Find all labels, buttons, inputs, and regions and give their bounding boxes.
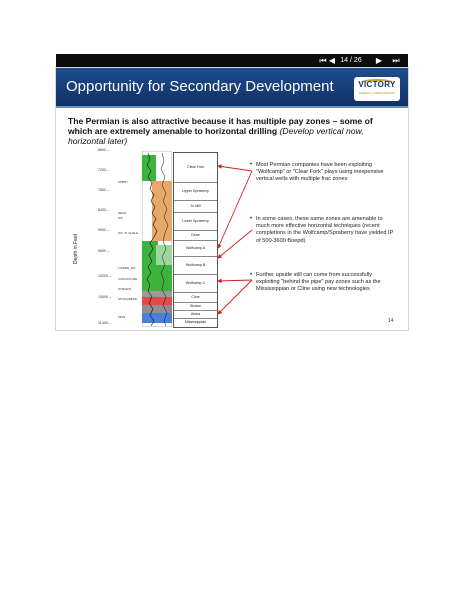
zone-label: Dean — [191, 233, 200, 237]
bullet-item — [250, 162, 396, 184]
zone-label: Upper Spraberry — [182, 189, 209, 193]
first-slide-button[interactable]: ⏮ — [319, 56, 327, 65]
slide-title: Opportunity for Secondary Development — [66, 78, 334, 95]
arrow-to-wolfcamp-b — [218, 230, 252, 258]
formation-label: DEAN — [118, 211, 127, 215]
depth-tick: 11400 – — [98, 321, 111, 325]
formation-label: WC — [118, 216, 123, 220]
arrow-to-clear-fork — [218, 166, 252, 171]
zone-label: Wolfcamp C — [185, 281, 206, 285]
bullet-dot-icon: • — [250, 162, 253, 168]
bullet-dot-icon: • — [250, 216, 253, 222]
zone-label: Wolfcamp A — [185, 246, 206, 250]
arrow-to-cline — [218, 280, 252, 281]
slide-counter: 14 / 26 — [340, 57, 362, 64]
depth-tick: 7800 – — [98, 188, 109, 192]
next-slide-button[interactable]: ▶ — [375, 56, 383, 65]
bullet-item — [250, 216, 396, 245]
last-slide-button[interactable]: ⏭ — [392, 56, 400, 65]
slide-number: 14 — [388, 318, 394, 324]
bullet-text: Most Permian companies have been exploiting "Wolfcamp" or "Clear Fork" plays using inexpensive vertical wells with multiple frac zones — [256, 162, 384, 183]
slide-canvas — [56, 68, 408, 330]
zone-label: Strawn — [189, 304, 202, 308]
formation-label: LOWER_WC — [118, 266, 136, 270]
formation-label: CISCO/CLINE — [118, 277, 138, 281]
depth-tick: 7200 – — [98, 168, 109, 172]
formation-label: SPBRY — [118, 180, 129, 184]
arrow-to-mississippian — [218, 280, 252, 314]
formation-label: ATOKA/BEND — [118, 297, 138, 301]
headline-italic: (Develop vertical now, horizontal later) — [68, 126, 364, 146]
zone-label: Clear Fork — [187, 165, 204, 169]
logo-subtitle: ENERGY CORPORATION — [359, 91, 395, 95]
formation-label: STRAWN — [118, 287, 131, 291]
depth-tick: 10200 – — [98, 274, 111, 278]
bullet-dot-icon: • — [250, 272, 253, 278]
previous-slide-button[interactable]: ◀ — [328, 56, 336, 65]
logo-name: VICTORY — [358, 80, 396, 89]
bullet-item — [250, 272, 396, 294]
bullet-text: In some cases, these same zones are amenable to much more effective horizontal techniques (recent completions in the Wolfcamp/Spraberry have yielded IP of 500-3600 Boepd) — [256, 216, 394, 244]
zone-label: Atoka — [190, 312, 201, 316]
depth-tick: 8400 – — [98, 208, 109, 212]
depth-tick: 9000 – — [98, 228, 109, 232]
zone-label: Cline — [191, 295, 200, 299]
slide-viewer-toolbar — [56, 54, 408, 68]
formation-label: MISS — [118, 315, 126, 319]
zone-label: Wolfcamp B — [185, 263, 206, 267]
formation-label: WC. B. SHALE — [118, 231, 139, 235]
arrow-to-wolfcamp — [218, 171, 252, 248]
zone-label: Lower Spraberry — [182, 219, 209, 223]
depth-tick: 6600 – — [98, 148, 109, 152]
depth-tick: 10600 – — [98, 295, 111, 299]
zone-label: Ju Mill — [190, 204, 201, 208]
headline-bold: The Permian is also attractive because it has multiple pay zones – some of which are extremely amenable to horizontal drilling — [68, 116, 373, 136]
depth-axis-label: Depth in Feet — [73, 233, 79, 264]
zone-label: Mississippian — [184, 320, 207, 324]
depth-tick: 9600 – — [98, 249, 109, 253]
bullet-text: Further upside still can come from successfully exploiting "behind the pipe" pay zones such as the Mississippian or Cline using new technologies — [256, 272, 381, 293]
